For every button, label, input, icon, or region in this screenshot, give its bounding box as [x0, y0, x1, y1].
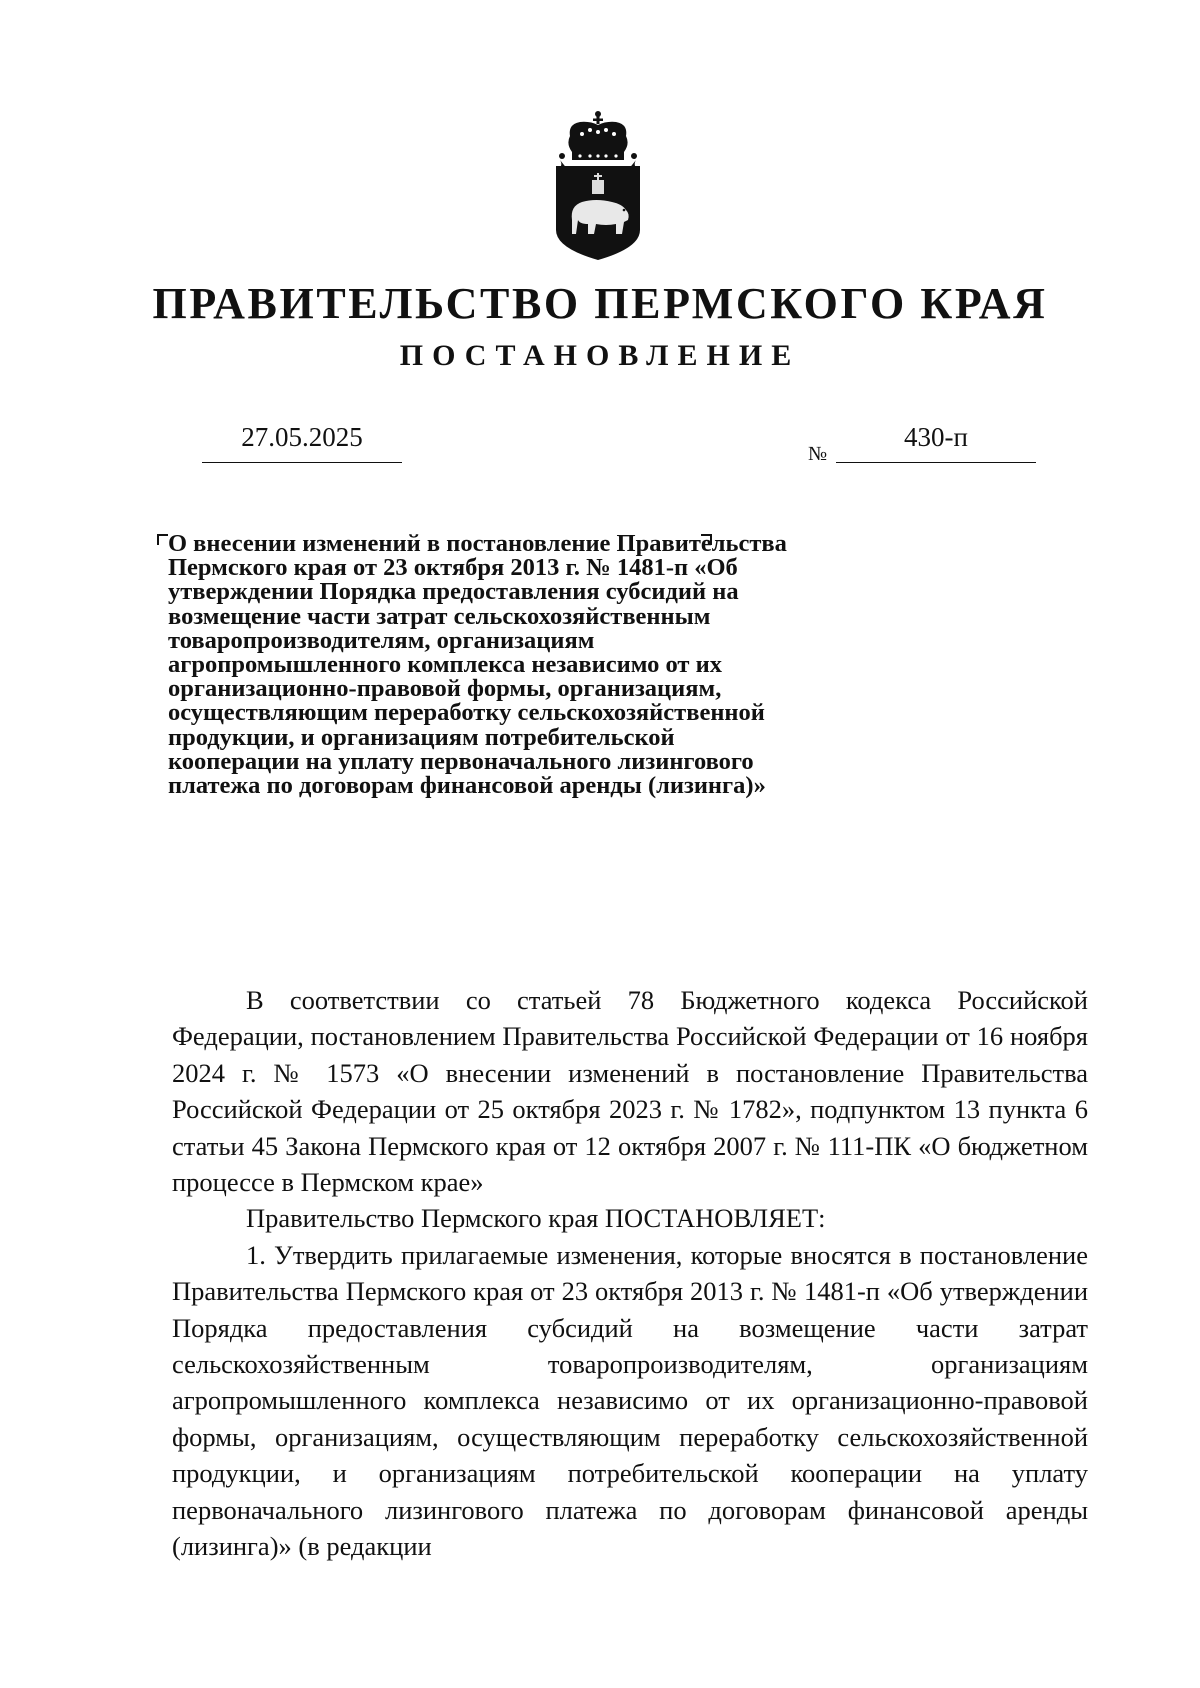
document-type: ПОСТАНОВЛЕНИЕ — [399, 339, 801, 372]
government-title: ПРАВИТЕЛЬСТВО ПЕРМСКОГО КРАЯ — [152, 279, 1048, 328]
coat-of-arms-icon — [550, 110, 646, 262]
document-date: 27.05.2025 — [241, 422, 363, 452]
number-underline — [836, 462, 1036, 463]
document-subject — [168, 532, 788, 798]
number-label: № — [808, 443, 828, 465]
preamble-paragraph: В соответствии со статьей 78 Бюджетного кодекса Российской Федерации, постановлением Правительства Российской Федерации от 16 ноября 2024 г. № 1573 «О внесении изменений в постановление Правительства Российской Федерации от 25 октября 2023 г. № 1782», подпунктом 13 пункта 6 статьи 45 Закона Пермского края от 12 октября 2007 г. № 111-ПК «О бюджетном процессе в Пермском крае» — [172, 985, 1088, 1198]
document-body — [172, 982, 1088, 1565]
bracket-right — [701, 534, 712, 545]
clause-1-paragraph: 1. Утвердить прилагаемые изменения, которые вносятся в постановление Правительства Пермского края от 23 октября 2013 г. № 1481-п «Об утверждении Порядка предоставления субсидий на возмещение части затрат сельскохозяйственным товаропроизводителям, организациям агропромышленного комплекса независимо от их организационно-правовой формы, организациям, осуществляющим переработку сельскохозяйственной продукции, и организациям потребительской кооперации на уплату первоначального лизингового платежа по договорам финансовой аренды (лизинга)» (в редакции — [172, 1239, 1088, 1562]
date-underline — [202, 462, 402, 463]
date-field — [202, 420, 402, 464]
number-field — [808, 420, 1036, 468]
bracket-left — [157, 534, 168, 545]
resolution-paragraph: Правительство Пермского края ПОСТАНОВЛЯЕТ: — [246, 1203, 826, 1234]
subject-text: О внесении изменений в постановление Правительства Пермского края от 23 октября 2013 г. № 1481-п «Об утверждении Порядка предоставления субсидий на возмещение части затрат сельскохозяйственным товаропроизводителям, организациям агропромышленного комплекса независимо от их организационно-правовой формы, организациям, осуществляющим переработку сельскохозяйственной продукции, и организациям потребительской кооперации на уплату первоначального лизингового платежа по договорам финансовой аренды (лизинга)» — [168, 530, 787, 800]
document-number: 430-п — [904, 422, 968, 452]
